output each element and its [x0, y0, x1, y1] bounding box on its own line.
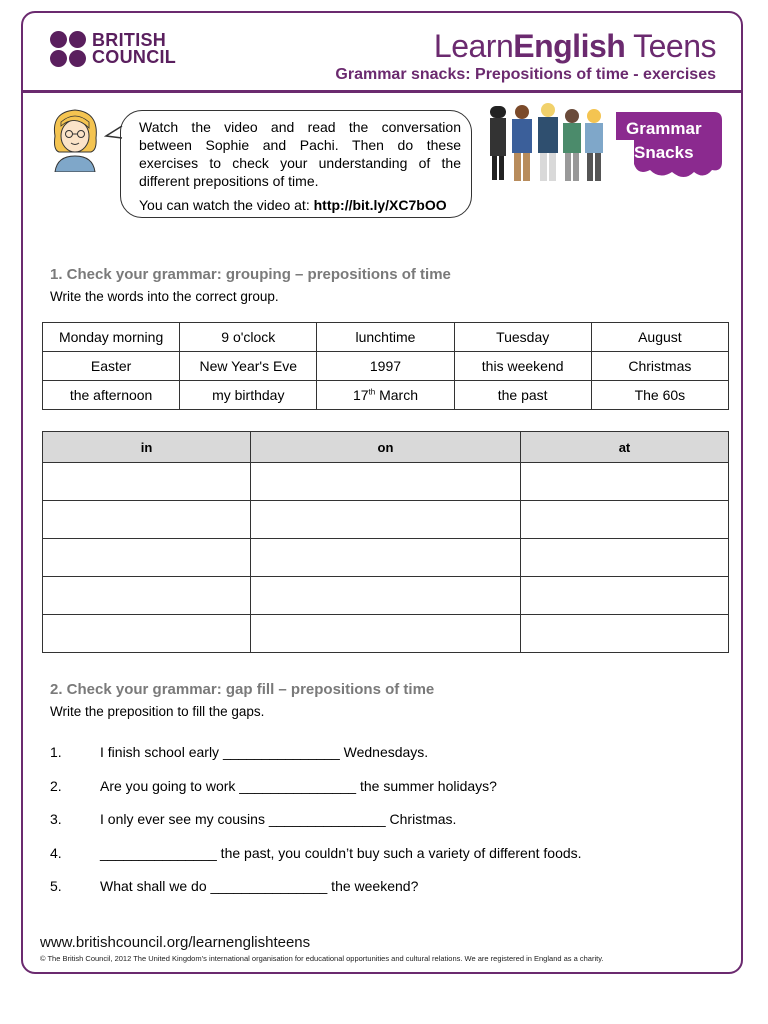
- word-cell: 1997: [317, 352, 454, 381]
- badge-line-1: Grammar: [626, 119, 702, 138]
- word-cell: August: [591, 323, 728, 352]
- answer-cell[interactable]: [43, 463, 251, 501]
- grouping-table: [42, 431, 729, 653]
- word-cell: New Year's Eve: [180, 352, 317, 381]
- video-link-label: You can watch the video at:: [139, 197, 314, 213]
- table-row: [43, 539, 729, 577]
- section-2-heading: 2. Check your grammar: gap fill – prepositions of time: [50, 681, 435, 698]
- answer-cell[interactable]: [43, 577, 251, 615]
- table-row: [43, 323, 729, 352]
- answer-cell[interactable]: [520, 501, 728, 539]
- word-cell: The 60s: [591, 381, 728, 410]
- british-council-dots-icon: [50, 31, 86, 67]
- grammar-snacks-illustration: [484, 100, 724, 188]
- section-1-heading: 1. Check your grammar: grouping – prepositions of time: [50, 266, 451, 283]
- item-number: 1.: [50, 744, 62, 760]
- intro-text: Watch the video and read the conversation between Sophie and Pachi. Then do these exercises to check your understanding of the different prepositions of time.: [139, 119, 461, 189]
- video-link[interactable]: http://bit.ly/XC7bOO: [313, 197, 447, 213]
- table-row: [43, 381, 729, 410]
- word-cell: Christmas: [591, 352, 728, 381]
- footer-url[interactable]: www.britishcouncil.org/learnenglishteens: [40, 934, 311, 951]
- answer-cell[interactable]: [251, 577, 521, 615]
- footer-copyright: © The British Council, 2012 The United Kingdom’s international organisation for educational opportunities and cultural relations. We are registered in England as a charity.: [40, 954, 604, 963]
- british-council-logo: [50, 31, 176, 67]
- table-row: [43, 463, 729, 501]
- item-text: I only ever see my cousins _______________ Christmas.: [100, 811, 457, 827]
- answer-cell[interactable]: [251, 539, 521, 577]
- answer-cell[interactable]: [520, 463, 728, 501]
- table-row: [43, 615, 729, 653]
- item-number: 3.: [50, 811, 62, 827]
- word-cell: Easter: [43, 352, 180, 381]
- list-item[interactable]: [50, 878, 710, 912]
- word-cell: this weekend: [454, 352, 591, 381]
- march-day: 17: [352, 387, 369, 403]
- answer-cell[interactable]: [43, 615, 251, 653]
- document-subtitle: Grammar snacks: Prepositions of time - exercises: [335, 66, 716, 83]
- video-link-line: [139, 196, 461, 214]
- grouping-header-row: [43, 432, 729, 463]
- table-row: [43, 577, 729, 615]
- item-text: I finish school early _______________ Wednesdays.: [100, 744, 429, 760]
- section-1-instructions: Write the words into the correct group.: [50, 289, 279, 304]
- site-title-end: Teens: [625, 28, 716, 64]
- word-cell: the past: [454, 381, 591, 410]
- list-item[interactable]: [50, 845, 710, 879]
- item-text: _______________ the past, you couldn’t buy such a variety of different foods.: [100, 844, 582, 861]
- answer-cell[interactable]: [251, 463, 521, 501]
- item-number: 5.: [50, 878, 62, 894]
- answer-cell[interactable]: [520, 539, 728, 577]
- group-header-in: in: [43, 432, 251, 463]
- march-month: March: [375, 387, 418, 403]
- answer-cell[interactable]: [251, 501, 521, 539]
- site-title-light: Learn: [433, 28, 514, 64]
- list-item[interactable]: [50, 811, 710, 845]
- march-suffix: th: [368, 387, 376, 397]
- characters-group-icon: [490, 103, 603, 181]
- list-item[interactable]: [50, 778, 710, 812]
- answer-cell[interactable]: [520, 577, 728, 615]
- item-number: 2.: [50, 777, 62, 794]
- answer-cell[interactable]: [520, 615, 728, 653]
- table-row: [43, 352, 729, 381]
- badge-line-2: Snacks: [634, 143, 694, 162]
- item-text: Are you going to work _______________ the summer holidays?: [100, 777, 497, 794]
- british-council-wordmark: BRITISH COUNCIL: [92, 30, 177, 67]
- group-header-at: at: [520, 432, 728, 463]
- section-2-instructions: Write the preposition to fill the gaps.: [50, 704, 265, 719]
- sophie-avatar-icon: [47, 106, 103, 172]
- site-title: [434, 28, 716, 65]
- table-row: [43, 501, 729, 539]
- answer-cell[interactable]: [251, 615, 521, 653]
- answer-cell[interactable]: [43, 539, 251, 577]
- answer-cell[interactable]: [43, 501, 251, 539]
- word-cell: 9 o'clock: [180, 323, 317, 352]
- word-cell: lunchtime: [317, 323, 454, 352]
- word-cell: Monday morning: [43, 323, 180, 352]
- word-table: [42, 322, 729, 410]
- word-cell: my birthday: [180, 381, 317, 410]
- list-item[interactable]: [50, 744, 710, 778]
- site-title-bold: English: [513, 28, 626, 64]
- gap-fill-list: [50, 744, 710, 912]
- word-cell: Tuesday: [454, 323, 591, 352]
- intro-speech-bubble: [120, 110, 472, 218]
- item-number: 4.: [50, 844, 62, 861]
- item-text: What shall we do _______________ the weekend?: [100, 878, 419, 894]
- group-header-on: on: [251, 432, 521, 463]
- header-divider: [23, 90, 743, 93]
- word-cell: the afternoon: [43, 381, 180, 410]
- word-cell-march: [317, 381, 454, 410]
